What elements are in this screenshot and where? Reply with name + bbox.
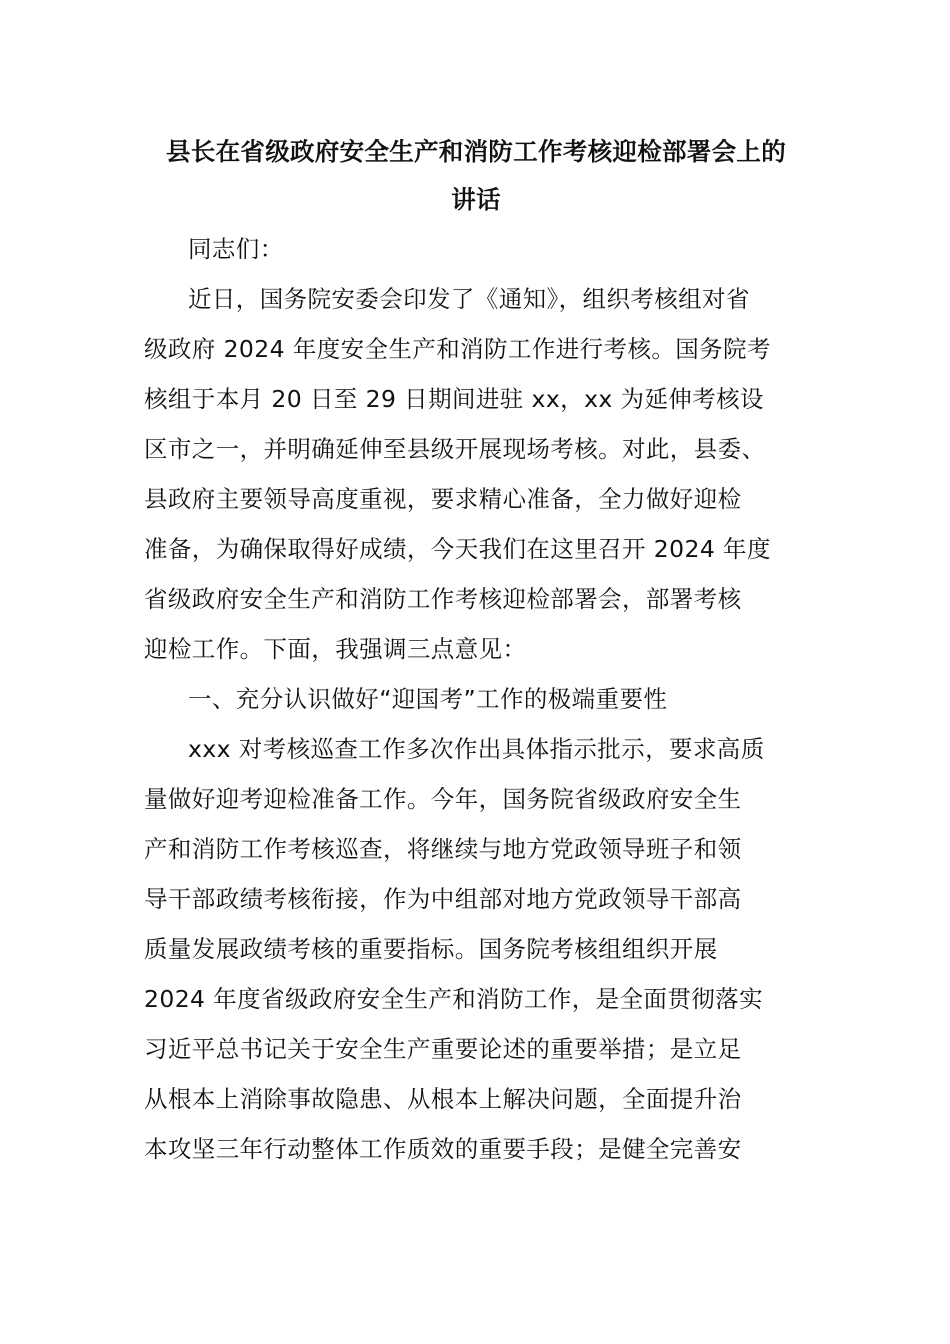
body-line: 省级政府安全生产和消防工作考核迎检部署会，部署考核 [144,585,742,613]
body-line: 从根本上消除事故隐患、从根本上解决问题，全面提升治 [144,1085,742,1113]
body-line: 产和消防工作考核巡查，将继续与地方党政领导班子和领 [144,835,742,863]
body-line: 核组于本月 20 日至 29 日期间进驻 xx，xx 为延伸考核设 [144,385,764,413]
document-body [144,224,808,1174]
title-line: 讲话 [451,185,501,214]
body-line: 导干部政绩考核衔接，作为中组部对地方党政领导干部高 [144,885,742,913]
body-line: 质量发展政绩考核的重要指标。国务院考核组组织开展 [144,935,718,963]
body-line: 区市之一，并明确延伸至县级开展现场考核。对此，县委、 [144,435,766,463]
body-line: xxx 对考核巡查工作多次作出具体指示批示，要求高质 [188,735,765,763]
body-line: 县政府主要领导高度重视，要求精心准备，全力做好迎检 [144,485,742,513]
document-page [144,128,808,1174]
body-line: 2024 年度省级政府安全生产和消防工作，是全面贯彻落实 [144,985,763,1013]
body-line: 近日，国务院安委会印发了《通知》，组织考核组对省 [188,285,750,313]
body-line: 一、充分认识做好“迎国考”工作的极端重要性 [188,685,668,713]
body-line: 本攻坚三年行动整体工作质效的重要手段；是健全完善安 [144,1135,742,1163]
body-line: 迎检工作。下面，我强调三点意见： [144,635,527,663]
body-line: 量做好迎考迎检准备工作。今年，国务院省级政府安全生 [144,785,742,813]
document-title [144,128,808,224]
body-line: 同志们： [188,235,284,263]
body-line: 准备，为确保取得好成绩，今天我们在这里召开 2024 年度 [144,535,771,563]
title-line: 县长在省级政府安全生产和消防工作考核迎检部署会上的 [166,137,786,166]
body-line: 级政府 2024 年度安全生产和消防工作进行考核。国务院考 [144,335,771,363]
body-line: 习近平总书记关于安全生产重要论述的重要举措；是立足 [144,1035,742,1063]
